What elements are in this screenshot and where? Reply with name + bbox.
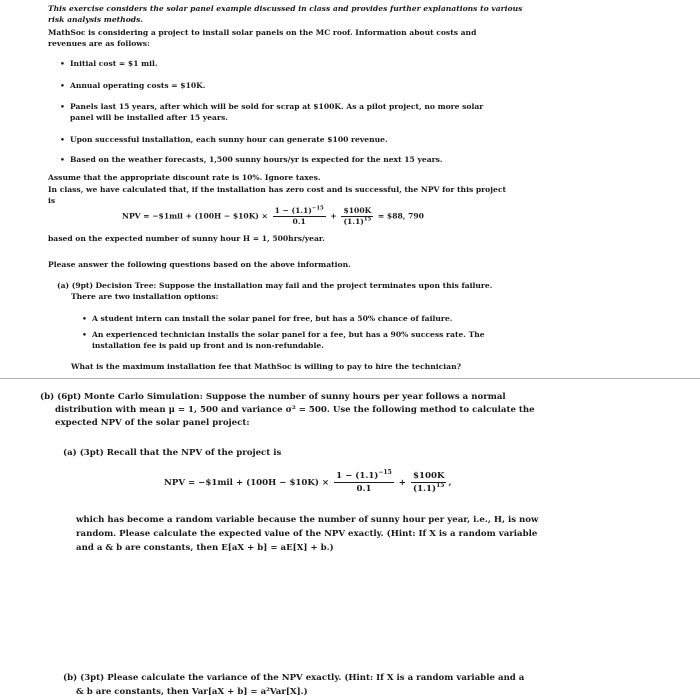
question-a-header: (a) (9pt) Decision Tree: Suppose the installation may fail and the project terminates upon this failure.	[57, 281, 493, 290]
bullet-icon: •	[82, 330, 87, 339]
question-a-label: (a) (9pt)	[57, 281, 94, 290]
intro-line-1: This exercise considers the solar panel example discussed in class and provides further explanations to various	[48, 4, 523, 13]
project-description-line-1: MathSoc is considering a project to install solar panels on the MC roof. Information about costs and	[48, 28, 477, 37]
subquestion-a-line-3: and a & b are constants, then E[aX + b] = aE[X] + b.)	[76, 543, 334, 553]
subquestion-a-intro: (a) (3pt) Recall that the NPV of the project is	[63, 448, 282, 458]
project-description-line-2: revenues are as follows:	[48, 39, 150, 48]
instructions-line: Please answer the following questions based on the above information.	[48, 260, 351, 269]
list-item-continuation: installation fee is paid up front and is non-refundable.	[92, 341, 324, 350]
list-item-continuation: panel will be installed after 15 years.	[70, 113, 228, 122]
subquestion-a-line-2: random. Please calculate the expected value of the NPV exactly. (Hint: If X is a random variable	[76, 529, 538, 539]
annuity-fraction: $\frac{1 - (1.1)^{-15}}{0.1}$	[336, 469, 392, 494]
annuity-fraction: $\frac{1 - (1.1)^{-15}}{0.1}$	[274, 205, 324, 226]
class-npv-line-1: In class, we have calculated that, if the installation has zero cost and is successful, the NPV for this project	[48, 185, 506, 194]
bullet-icon: •	[60, 155, 65, 164]
based-on-line: based on the expected number of sunny hour H = 1, 500hrs/year.	[48, 234, 325, 243]
subquestion-b-line-1: (b) (3pt) Please calculate the variance of the NPV exactly. (Hint: If X is a random variable and a	[63, 673, 525, 683]
question-b-title: Monte Carlo Simulation	[83, 392, 200, 402]
question-a-prompt: What is the maximum installation fee that MathSoc is willing to pay to hire the technician?	[71, 362, 462, 371]
equation-result: = $88, 790	[377, 211, 424, 221]
bullet-icon: •	[60, 135, 65, 144]
npv-equation-page-1	[122, 206, 424, 227]
intro-line-2: risk analysis methods.	[48, 15, 143, 24]
question-a-options-intro: There are two installation options:	[71, 292, 219, 301]
class-npv-line-2: is	[48, 196, 56, 205]
bullet-icon: •	[60, 102, 65, 111]
bullet-icon: •	[82, 314, 87, 323]
subquestion-a-line-1: which has become a random variable because the number of sunny hour per year, i.e., H, is now	[76, 515, 539, 525]
list-item: • Annual operating costs = $10K.	[60, 81, 206, 90]
bullet-icon: •	[60, 59, 65, 68]
plus-sign: +	[330, 211, 337, 221]
list-item: • Based on the weather forecasts, 1,500 sunny hours/yr is expected for the next 15 years.	[60, 155, 443, 164]
npv-equation-page-2: NPV = −$1mil + (100H − $10K) × $\frac{1 - (1.1)^{-15}}{0.1}$ + $\frac{\$100K}{(1.1)^{15}}$ ,	[164, 469, 452, 494]
subquestion-b-line-2: & b are constants, then Var[aX + b] = a²Var[X].)	[76, 687, 308, 697]
list-item: • An experienced technician installs the solar panel for a fee, but has a 90% success rate. The	[82, 330, 485, 339]
question-a-title: Decision Tree	[95, 281, 154, 290]
scrap-value-fraction: $\frac{\$100K}{(1.1)^{15}}$	[413, 471, 445, 494]
list-item: • Panels last 15 years, after which will be sold for scrap at $100K. As a pilot project, no more solar	[60, 102, 484, 111]
list-item: • A student intern can install the solar panel for free, but has a 50% chance of failure.	[82, 314, 453, 323]
equation-lhs: NPV = −$1mil + (100H − $10K) ×	[122, 211, 268, 221]
discount-rate-line: Assume that the appropriate discount rate is 10%. Ignore taxes.	[48, 173, 321, 182]
question-b-header: (b) (6pt) Monte Carlo Simulation: Suppose the number of sunny hours per year follows a normal	[40, 392, 506, 402]
plus-sign: +	[398, 478, 406, 488]
question-b-line-2: distribution with mean μ = 1, 500 and variance σ² = 500. Use the following method to calculate the	[55, 405, 535, 415]
list-item: • Upon successful installation, each sunny hour can generate $100 revenue.	[60, 135, 388, 144]
equation-lhs: NPV = −$1mil + (100H − $10K) ×	[164, 478, 330, 488]
scrap-value-fraction: $\frac{\$100K}{(1.1)^{15}}$	[343, 206, 372, 226]
question-b-line-3: expected NPV of the solar panel project:	[55, 418, 250, 428]
list-item: • Initial cost = $1 mil.	[60, 59, 158, 68]
page-divider	[0, 378, 700, 379]
bullet-icon: •	[60, 81, 65, 90]
question-b-label: (b) (6pt)	[40, 392, 82, 402]
